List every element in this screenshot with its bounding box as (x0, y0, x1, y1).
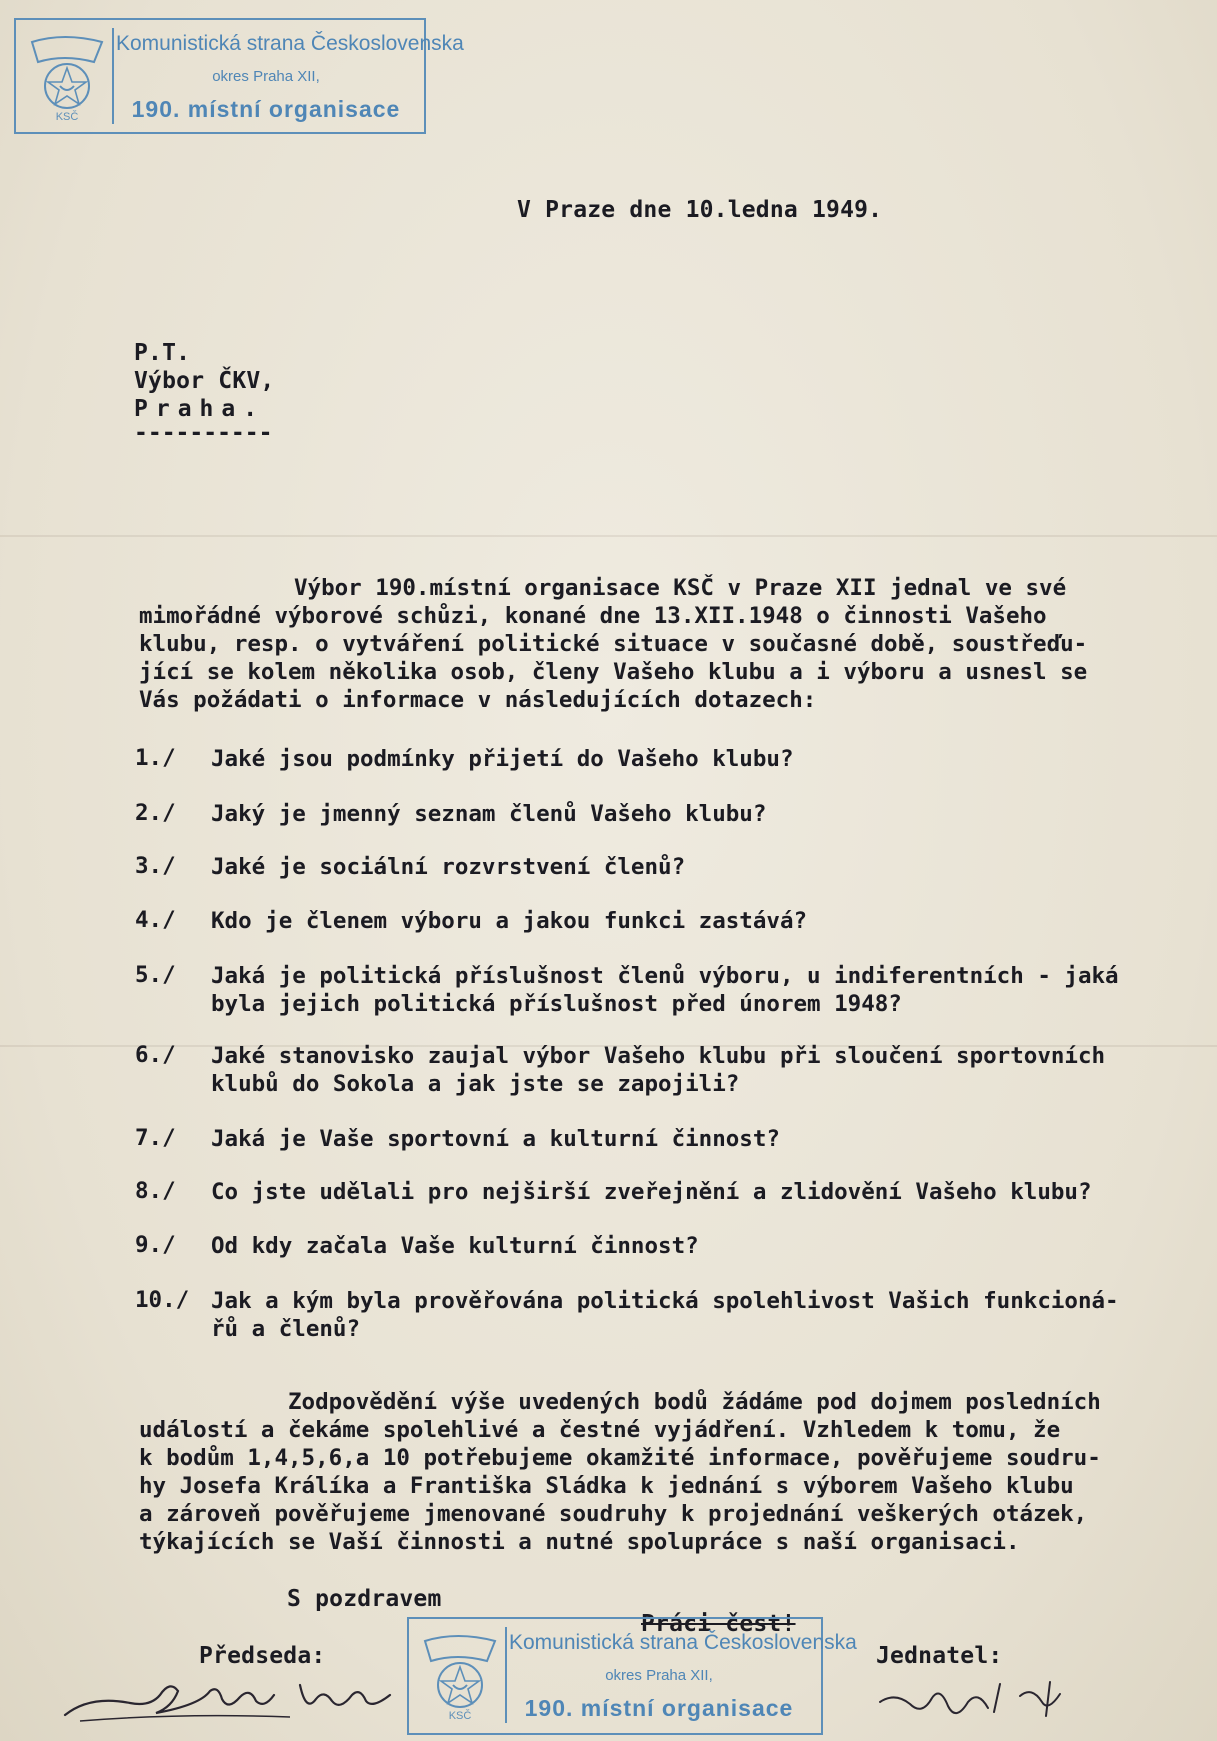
chairman-signature-icon (60, 1655, 400, 1735)
question-number: 8./ (135, 1178, 176, 1204)
question-number: 5./ (135, 962, 176, 988)
question-line: Jaké stanovisko zaujal výbor Vašeho klubu při sloučení sportovních (211, 1043, 1106, 1069)
question-text (211, 800, 1201, 828)
question-number: 9./ (135, 1232, 176, 1258)
question-line: Co jste udělali pro nejširší zveřejnění a zlidovění Vašeho klubu? (211, 1179, 1092, 1205)
closing-paragraph (139, 1388, 1199, 1556)
paragraph-line: událostí a čekáme spolehlivé a čestné vyjádření. Vzhledem k tomu, že (139, 1417, 1061, 1443)
question-line: Jaká je politická příslušnost členů výboru, u indiferentních - jaká (211, 963, 1119, 989)
question-line: Jaká je Vaše sportovní a kulturní činnost? (211, 1126, 780, 1152)
paragraph-line: a zároveň pověřujeme jmenované soudruhy k projednání veškerých otázek, (139, 1501, 1088, 1527)
paragraph-line: Výbor 190.místní organisace KSČ v Praze XII jednal ve své (294, 575, 1067, 601)
question-number: 7./ (135, 1125, 176, 1151)
question-text (211, 962, 1201, 1018)
secretary-signature-icon (870, 1672, 1090, 1732)
question-text (211, 1178, 1201, 1206)
svg-text:KSČ: KSČ (55, 111, 79, 123)
question-line: Jak a kým byla prověřována politická spolehlivost Vašich funkcioná- (211, 1288, 1119, 1314)
stamp-line-district: okres Praha XII, (212, 68, 320, 85)
paper-crease (0, 535, 1217, 537)
question-number: 1./ (135, 745, 176, 771)
addressee-line-1: P.T. (134, 340, 191, 366)
ksc-emblem-icon (417, 1627, 507, 1723)
paragraph-line: k bodům 1,4,5,6,a 10 potřebujeme okamžité informace, pověřujeme soudru- (139, 1445, 1101, 1471)
question-number: 4./ (135, 907, 176, 933)
paragraph-line: hy Josefa Králíka a Františka Sládka k jednání s výborem Vašeho klubu (139, 1473, 1074, 1499)
question-line: Od kdy začala Vaše kulturní činnost? (211, 1233, 699, 1259)
paragraph-line: týkajících se Vaší činnosti a nutné spolupráce s naší organisaci. (139, 1529, 1020, 1555)
question-line: klubů do Sokola a jak jste se zapojili? (211, 1071, 740, 1097)
paragraph-line: mimořádné výborové schůzi, konané dne 13.XII.1948 o činnosti Vašeho (139, 603, 1047, 629)
question-text (211, 1042, 1201, 1098)
question-line: řů a členů? (211, 1316, 361, 1342)
stamp-line-party: Komunistická strana Československa (116, 32, 464, 55)
question-line: Kdo je členem výboru a jakou funkci zastává? (211, 908, 808, 934)
stamp-line-organisation: 190. místní organisace (131, 96, 401, 122)
question-number: 3./ (135, 853, 176, 879)
secretary-label: Jednatel: (876, 1643, 1003, 1669)
addressee-line-2: Výbor ČKV, (134, 368, 275, 394)
question-line: Jaké jsou podmínky přijetí do Vašeho klubu? (211, 746, 794, 772)
question-text (211, 853, 1201, 881)
question-number: 10./ (135, 1287, 190, 1313)
paragraph-line: klubu, resp. o vytváření politické situace v současné době, soustřeďu- (139, 631, 1088, 657)
question-number: 6./ (135, 1042, 176, 1068)
question-text (211, 1125, 1201, 1153)
greeting: S pozdravem (287, 1586, 442, 1612)
question-text (211, 745, 1201, 773)
stamp-line-organisation: 190. místní organisace (524, 1695, 794, 1721)
chairman-label: Předseda: (199, 1643, 326, 1669)
organisation-stamp-bottom (407, 1617, 857, 1735)
question-line: Jaké je sociální rozvrstvení členů? (211, 854, 686, 880)
addressee-rule: ---------- (134, 420, 273, 446)
paragraph-line: Vás požádati o informace v následujících dotazech: (139, 687, 817, 713)
question-line: byla jejich politická příslušnost před únorem 1948? (211, 991, 902, 1017)
stamp-line-party: Komunistická strana Československa (509, 1631, 857, 1654)
question-number: 2./ (135, 800, 176, 826)
ksc-emblem-icon (24, 28, 114, 124)
stamp-line-district: okres Praha XII, (605, 1667, 713, 1684)
paragraph-line: Zodpovědění výše uvedených bodů žádáme pod dojmem posledních (288, 1389, 1101, 1415)
letter-date: V Praze dne 10.ledna 1949. (517, 197, 883, 223)
svg-text:KSČ: KSČ (448, 1710, 472, 1722)
question-line: Jaký je jmenný seznam členů Vašeho klubu? (211, 801, 767, 827)
paragraph-line: jící se kolem několika osob, členy Vašeho klubu a i výboru a usnesl se (139, 659, 1088, 685)
organisation-stamp-top (14, 18, 464, 134)
question-text (211, 907, 1201, 935)
question-text (211, 1232, 1201, 1260)
intro-paragraph (139, 574, 1199, 714)
honor-salutation: Práci čest! (641, 1611, 796, 1637)
addressee-line-3: Praha. (134, 396, 266, 422)
question-text (211, 1287, 1201, 1343)
